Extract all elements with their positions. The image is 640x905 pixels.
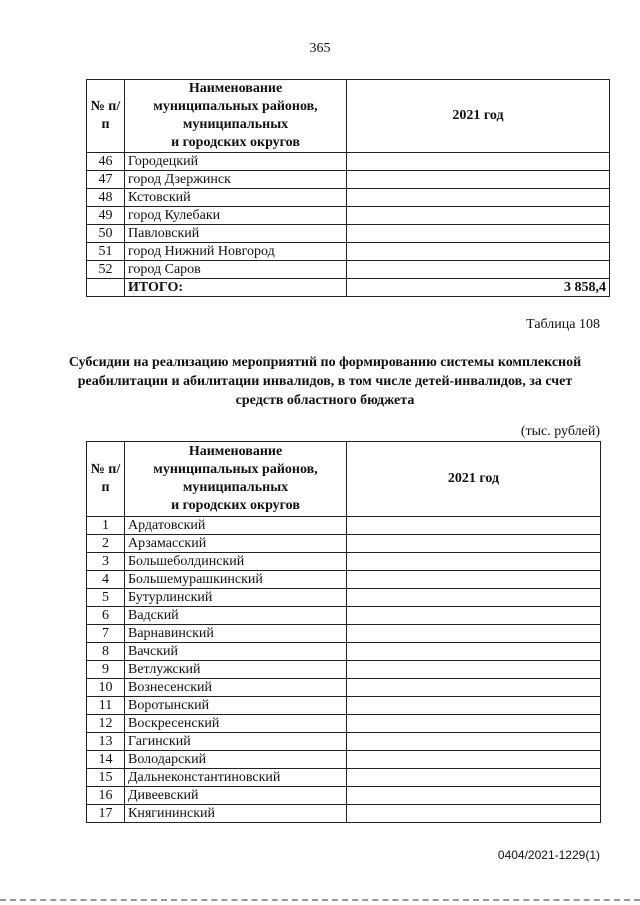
row-district-name: Воротынский [125,697,347,715]
table-header-row [87,80,610,153]
row-value [347,225,610,243]
table-row [87,243,610,261]
table-row [87,733,601,751]
row-district-name: Кстовский [125,189,347,207]
header-name-line: Наименование [188,81,283,96]
table-row [87,643,601,661]
total-row [87,279,610,297]
table-row [87,189,610,207]
column-header-name [125,80,347,153]
header-name-line: Наименование [188,444,283,459]
row-number: 6 [87,607,125,625]
row-number: 46 [87,153,125,171]
row-number: 3 [87,553,125,571]
header-year: 2021 год [447,471,500,486]
row-district-name: Варнавинский [125,625,347,643]
table-row [87,571,601,589]
row-value [347,535,601,553]
header-num: № п/п [90,99,121,132]
row-district-name: город Кулебаки [125,207,347,225]
row-value [347,589,601,607]
row-value [347,715,601,733]
table-row [87,697,601,715]
column-header-number [87,80,125,153]
table-row [87,661,601,679]
row-district-name: город Нижний Новгород [125,243,347,261]
page-number: 365 [309,41,331,56]
row-value [347,571,601,589]
row-value [347,679,601,697]
header-name-line: и городских округов [171,498,300,513]
row-number: 8 [87,643,125,661]
header-name-line: муниципальных [182,480,289,495]
table-row [87,715,601,733]
row-district-name: Гагинский [125,733,347,751]
row-value [347,517,601,535]
units-note: (тыс. рублей) [520,424,600,439]
table-row [87,207,610,225]
table-label: Таблица 108 [526,317,600,332]
row-number: 12 [87,715,125,733]
header-name-line: муниципальных районов, [153,99,318,114]
row-number: 47 [87,171,125,189]
row-value [347,189,610,207]
row-value [347,553,601,571]
row-value [347,153,610,171]
row-value [347,607,601,625]
row-value [347,625,601,643]
column-header-number [87,442,125,517]
total-label: ИТОГО: [125,279,347,297]
row-number: 14 [87,751,125,769]
row-value [347,787,601,805]
row-district-name: Дивеевский [125,787,347,805]
row-district-name: Княгининский [125,805,347,823]
table-row [87,769,601,787]
table-header-row [87,442,601,517]
total-number-cell [87,279,125,297]
row-district-name: Вознесенский [125,679,347,697]
header-name-line: муниципальных районов, [153,462,318,477]
table-row [87,517,601,535]
row-value [347,261,610,279]
table-title: Субсидии на реализацию мероприятий по формированию системы комплексной реабилитации и абилитации инвалидов, в том числе детей-инвалидов, за счет средств областного бюджета [68,355,582,408]
row-district-name: Вачский [125,643,347,661]
header-year: 2021 год [452,108,504,123]
table-row [87,625,601,643]
header-name-line: и городских округов [171,135,300,150]
table-row [87,805,601,823]
row-number: 1 [87,517,125,535]
row-number: 5 [87,589,125,607]
table-row [87,171,610,189]
header-name-line: муниципальных [182,117,289,132]
table-row [87,589,601,607]
table-row [87,535,601,553]
column-header-year [347,80,610,153]
row-number: 7 [87,625,125,643]
row-number: 52 [87,261,125,279]
row-number: 48 [87,189,125,207]
table-row [87,679,601,697]
row-district-name: Воскресенский [125,715,347,733]
row-district-name: Павловский [125,225,347,243]
row-number: 17 [87,805,125,823]
table-row [87,751,601,769]
table-row [87,225,610,243]
row-value [347,805,601,823]
row-district-name: Ардатовский [125,517,347,535]
row-number: 51 [87,243,125,261]
table-row [87,553,601,571]
row-number: 11 [87,697,125,715]
document-code: 0404/2021-1229(1) [497,848,600,862]
table-row [87,153,610,171]
row-number: 9 [87,661,125,679]
row-number: 16 [87,787,125,805]
row-district-name: Бутурлинский [125,589,347,607]
table-row [87,261,610,279]
row-value [347,643,601,661]
table-continuation [86,79,610,297]
row-district-name: город Саров [125,261,347,279]
row-district-name: Володарский [125,751,347,769]
row-value [347,697,601,715]
row-number: 10 [87,679,125,697]
total-value: 3 858,4 [347,279,610,297]
subsidy-table [86,441,601,823]
row-district-name: Вадский [125,607,347,625]
column-header-year [347,442,601,517]
header-num: № п/п [90,462,121,495]
row-number: 2 [87,535,125,553]
row-value [347,733,601,751]
row-district-name: город Дзержинск [125,171,347,189]
row-number: 15 [87,769,125,787]
row-value [347,243,610,261]
row-district-name: Дальнеконстантиновский [125,769,347,787]
row-district-name: Большемурашкинский [125,571,347,589]
row-number: 49 [87,207,125,225]
table-row [87,787,601,805]
row-value [347,661,601,679]
row-value [347,769,601,787]
row-value [347,751,601,769]
row-number: 13 [87,733,125,751]
row-district-name: Ветлужский [125,661,347,679]
row-value [347,207,610,225]
scan-artifact-line [0,899,640,901]
row-district-name: Арзамасский [125,535,347,553]
row-district-name: Большеболдинский [125,553,347,571]
row-district-name: Городецкий [125,153,347,171]
row-value [347,171,610,189]
row-number: 50 [87,225,125,243]
column-header-name [125,442,347,517]
row-number: 4 [87,571,125,589]
table-row [87,607,601,625]
